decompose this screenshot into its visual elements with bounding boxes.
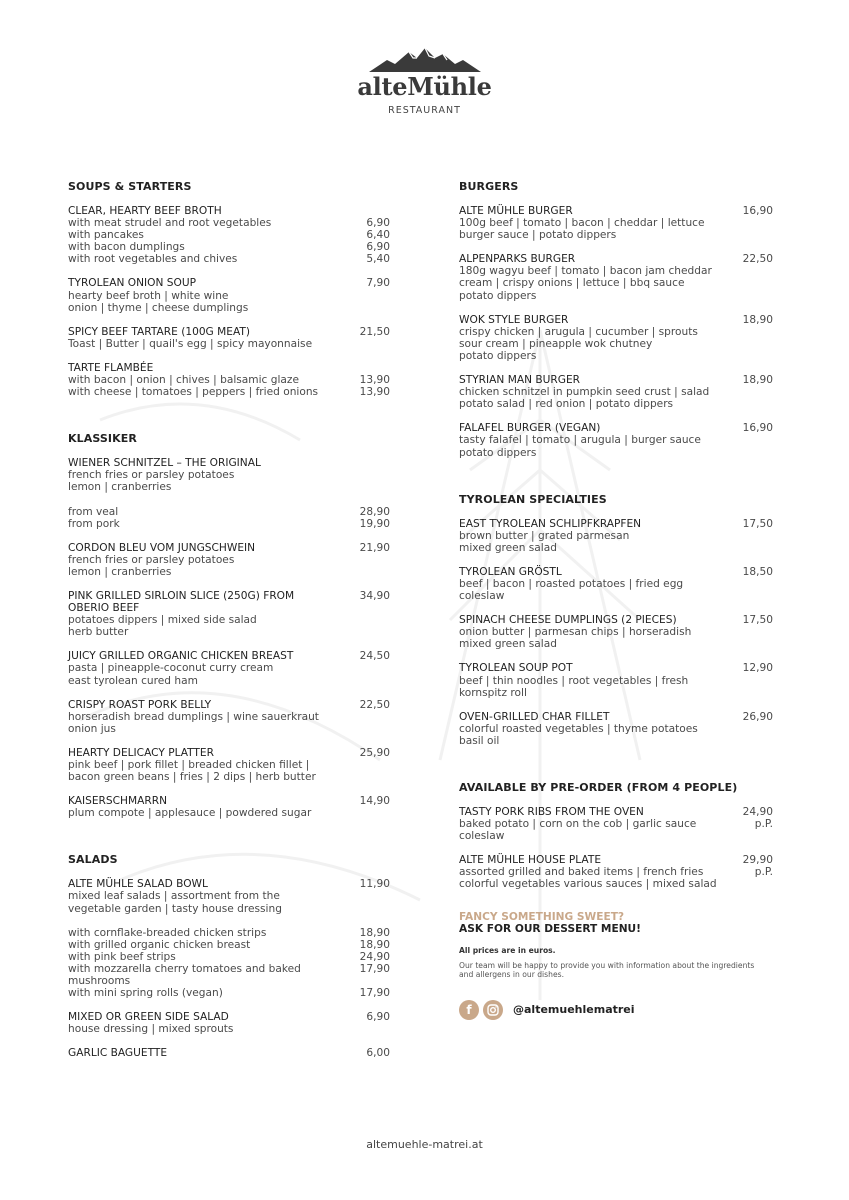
menu-item-beef-tartare	[68, 326, 390, 350]
item-name: KAISERSCHMARRN	[68, 795, 168, 808]
item-description: onion butter | parmesan chips | horseradish	[459, 626, 692, 639]
salad-bowl-options	[68, 927, 390, 1000]
item-description: herb butter	[68, 626, 129, 639]
item-description: onion | thyme | cheese dumplings	[68, 301, 249, 314]
item-name: EAST TYROLEAN SCHLIPFKRAPFEN	[459, 517, 642, 530]
menu-item	[459, 374, 773, 410]
option-price: 17,90	[359, 987, 390, 1000]
item-name: CLEAR, HEARTY BEEF BROTH	[68, 205, 222, 217]
item-description: potato dippers	[459, 289, 537, 302]
item-name: TASTY PORK RIBS FROM THE OVEN	[459, 806, 644, 818]
item-description: coleslaw	[459, 590, 505, 603]
item-price: 7,90	[366, 277, 390, 290]
dessert-teaser: FANCY SOMETHING SWEET?	[459, 910, 625, 923]
item-description: tasty falafel | tomato | arugula | burger sauce	[459, 434, 701, 447]
item-description: potatoes dippers | mixed side salad	[68, 614, 257, 627]
item-name: OVEN-GRILLED CHAR FILLET	[459, 710, 610, 723]
item-description: 180g wagyu beef | tomato | bacon jam cheddar	[459, 265, 712, 278]
social-handle[interactable]: @altemuehlematrei	[513, 1003, 635, 1017]
option-text: with mini spring rolls (vegan)	[68, 987, 223, 1000]
item-name-continued: OBERIO BEEF	[68, 602, 140, 615]
item-name: GARLIC BAGUETTE	[68, 1047, 168, 1060]
option-text: with cheese | tomatoes | peppers | fried onions	[68, 386, 319, 399]
allergen-note: and allergens in our dishes.	[459, 970, 564, 980]
item-name: ALPENPARKS BURGER	[459, 253, 576, 266]
item-price: 24,50	[359, 650, 390, 663]
menu-item	[459, 614, 773, 650]
brand-name: alteMühle	[357, 72, 492, 101]
item-name: TYROLEAN SOUP POT	[459, 662, 573, 675]
menu-item	[459, 518, 773, 554]
option-price: 18,90	[359, 926, 390, 939]
menu-item	[459, 205, 773, 241]
item-description: horseradish bread dumplings | wine sauerkraut	[68, 710, 319, 723]
item-name: FALAFEL BURGER (VEGAN)	[459, 422, 601, 435]
item-name: ALTE MÜHLE BURGER	[459, 205, 573, 217]
item-description: assorted grilled and baked items | french fries	[459, 866, 704, 879]
item-description: hearty beef broth | white wine	[68, 289, 229, 302]
option-text: with meat strudel and root vegetables	[68, 217, 272, 230]
menu-item-cordon-bleu	[68, 542, 390, 578]
option-price: 24,90	[359, 950, 390, 963]
option-text: with bacon | onion | chives | balsamic glaze	[68, 374, 299, 387]
option-price: 17,90	[359, 962, 390, 975]
menu-left-column	[68, 180, 390, 1072]
menu-right-column	[459, 180, 773, 1020]
menu-item-delicacy-platter	[68, 747, 390, 783]
option-text: with grilled organic chicken breast	[68, 938, 251, 951]
price-unit: p.P.	[754, 818, 773, 831]
item-name: PINK GRILLED SIRLOIN SLICE (250G) FROM	[68, 589, 295, 602]
item-name: SPICY BEEF TARTARE (100G MEAT)	[68, 325, 250, 338]
item-description: chicken schnitzel in pumpkin seed crust | salad	[459, 386, 710, 399]
item-description: sour cream | pineapple wok chutney	[459, 337, 653, 350]
item-price: 21,50	[359, 325, 390, 338]
item-description: beef | bacon | roasted potatoes | fried egg	[459, 577, 684, 590]
item-name: ALTE MÜHLE HOUSE PLATE	[459, 854, 602, 867]
item-description: coleslaw	[459, 830, 505, 843]
item-price: 18,90	[742, 374, 773, 387]
menu-item	[459, 314, 773, 362]
item-description: french fries or parsley potatoes	[68, 553, 235, 566]
option-price: 13,90	[359, 374, 390, 387]
item-price: 12,90	[742, 662, 773, 675]
item-description: plum compote | applesauce | powdered sugar	[68, 807, 312, 820]
item-name: WOK STYLE BURGER	[459, 313, 569, 326]
item-price: 34,90	[359, 589, 390, 602]
item-description: colorful roasted vegetables | thyme potatoes	[459, 722, 698, 735]
item-price: 16,90	[742, 422, 773, 435]
menu-item-side-salad	[68, 1011, 390, 1035]
section-title-klassiker: KLASSIKER	[68, 432, 137, 446]
option-price: 6,90	[366, 241, 390, 254]
option-price: 5,40	[366, 253, 390, 266]
option-text: with cornflake-breaded chicken strips	[68, 926, 267, 939]
item-name: TARTE FLAMBÉE	[68, 361, 154, 374]
item-description: Toast | Butter | quail's egg | spicy mayonnaise	[68, 337, 313, 350]
item-description: crispy chicken | arugula | cucumber | sprouts	[459, 325, 698, 338]
menu-item-pork-belly	[68, 699, 390, 735]
menu-item	[459, 662, 773, 698]
prices-note: All prices are in euros.	[459, 945, 556, 955]
option-price: 18,90	[359, 938, 390, 951]
item-price: 26,90	[742, 710, 773, 723]
item-description: mixed green salad	[459, 638, 557, 651]
item-description: baked potato | corn on the cob | garlic sauce	[459, 818, 697, 831]
item-description: pink beef | pork fillet | breaded chicken fillet |	[68, 759, 310, 771]
section-title-burgers: BURGERS	[459, 180, 519, 193]
item-price: 22,50	[742, 253, 773, 266]
item-name: STYRIAN MAN BURGER	[459, 374, 581, 387]
item-price: 6,00	[366, 1047, 390, 1060]
item-description: onion jus	[68, 722, 116, 735]
item-price: 29,90	[742, 854, 773, 867]
item-description: cream | crispy onions | lettuce | bbq sauce	[459, 277, 685, 290]
menu-item-beef-broth	[68, 205, 390, 265]
item-description: bacon green beans | fries | 2 dips | herb butter	[68, 771, 316, 784]
item-description: kornspitz roll	[459, 686, 527, 699]
option-text: mushrooms	[68, 975, 131, 988]
option-text: with bacon dumplings	[68, 241, 185, 254]
menu-item-sirloin-slice	[68, 590, 390, 638]
item-name: JUICY GRILLED ORGANIC CHICKEN BREAST	[68, 650, 294, 663]
item-price: 17,50	[742, 614, 773, 627]
item-price: 25,90	[359, 746, 390, 759]
menu-item-garlic-baguette	[68, 1047, 390, 1059]
item-price: 6,90	[366, 1011, 390, 1024]
item-description: vegetable garden | tasty house dressing	[68, 902, 282, 915]
option-price: 6,90	[366, 217, 390, 230]
item-name: SPINACH CHEESE DUMPLINGS (2 PIECES)	[459, 614, 677, 627]
item-description: basil oil	[459, 734, 500, 747]
item-name: WIENER SCHNITZEL – THE ORIGINAL	[68, 457, 261, 470]
preorder-list	[459, 806, 773, 891]
item-price: 24,90	[742, 806, 773, 818]
option-text: from pork	[68, 517, 120, 530]
menu-item-onion-soup	[68, 277, 390, 313]
item-name: TYROLEAN ONION SOUP	[68, 277, 196, 290]
item-description: burger sauce | potato dippers	[459, 229, 617, 242]
section-title-preorder: AVAILABLE BY PRE-ORDER (FROM 4 PEOPLE)	[459, 781, 738, 794]
menu-item	[459, 854, 773, 890]
menu-item-salad-bowl	[68, 878, 390, 914]
allergen-note: Our team will be happy to provide you with information about the ingredients	[459, 960, 755, 970]
instagram-icon[interactable]	[483, 1000, 503, 1020]
menu-item	[459, 711, 773, 747]
item-price: 18,90	[742, 313, 773, 326]
menu-item-kaiserschmarrn	[68, 795, 390, 819]
option-text: with pancakes	[68, 229, 144, 242]
item-description: lemon | cranberries	[68, 565, 172, 578]
item-description: pasta | pineapple-coconut curry cream	[68, 662, 274, 675]
menu-item-tarte-flambee	[68, 362, 390, 398]
item-description: potato dippers	[459, 446, 537, 459]
item-name: MIXED OR GREEN SIDE SALAD	[68, 1011, 229, 1024]
item-name: CRISPY ROAST PORK BELLY	[68, 698, 212, 711]
item-price: 21,90	[359, 541, 390, 554]
item-price: 17,50	[742, 517, 773, 530]
item-price: 14,90	[359, 795, 390, 808]
burgers-list	[459, 205, 773, 459]
item-description: mixed green salad	[459, 541, 557, 554]
option-price: 28,90	[359, 505, 390, 518]
menu-item-chicken-breast	[68, 650, 390, 686]
item-description: potato salad | red onion | potato dippers	[459, 398, 674, 411]
menu-item	[459, 566, 773, 602]
option-text: with root vegetables and chives	[68, 253, 238, 266]
item-description: brown butter | grated parmesan	[459, 529, 630, 542]
price-unit: p.P.	[754, 866, 773, 879]
option-price: 19,90	[359, 517, 390, 530]
option-text: with mozzarella cherry tomatoes and baked	[68, 962, 301, 975]
item-description: house dressing | mixed sprouts	[68, 1023, 234, 1036]
section-title-tyrolean: TYROLEAN SPECIALTIES	[459, 492, 607, 506]
item-description: east tyrolean cured ham	[68, 674, 198, 687]
section-title-salads: SALADS	[68, 853, 118, 867]
item-description: lemon | cranberries	[68, 481, 172, 494]
brand-tagline: RESTAURANT	[388, 105, 461, 116]
item-description: colorful vegetables various sauces | mixed salad	[459, 878, 717, 891]
item-price: 16,90	[742, 205, 773, 217]
item-name: TYROLEAN GRÖSTL	[459, 565, 562, 578]
tyrolean-list	[459, 518, 773, 747]
item-name: ALTE MÜHLE SALAD BOWL	[68, 878, 208, 891]
item-name: CORDON BLEU VOM JUNGSCHWEIN	[68, 541, 256, 554]
item-name: HEARTY DELICACY PLATTER	[68, 746, 214, 759]
item-description: french fries or parsley potatoes	[68, 469, 235, 482]
section-title-soups: SOUPS & STARTERS	[68, 180, 192, 193]
menu-item	[459, 422, 773, 458]
item-description: beef | thin noodles | root vegetables | fresh	[459, 674, 689, 687]
restaurant-header	[0, 46, 849, 116]
facebook-icon[interactable]: f	[459, 1000, 479, 1020]
dessert-menu-note: ASK FOR OUR DESSERT MENU!	[459, 923, 641, 936]
option-text: from veal	[68, 505, 119, 518]
option-text: with pink beef strips	[68, 950, 176, 963]
item-price: 11,90	[359, 878, 390, 891]
item-price: 18,50	[742, 565, 773, 578]
item-price: 22,50	[359, 698, 390, 711]
website-url[interactable]: altemuehle-matrei.at	[366, 1138, 483, 1151]
item-description: mixed leaf salads | assortment from the	[68, 890, 280, 903]
menu-item	[459, 806, 773, 842]
item-description: potato dippers	[459, 349, 537, 362]
option-price: 6,40	[366, 229, 390, 242]
mountains-logo-icon	[369, 46, 481, 74]
item-description: 100g beef | tomato | bacon | cheddar | lettuce	[459, 217, 705, 230]
menu-item-wiener-schnitzel	[68, 457, 390, 529]
option-price: 13,90	[359, 386, 390, 399]
menu-item	[459, 253, 773, 301]
social-links	[459, 1000, 773, 1020]
